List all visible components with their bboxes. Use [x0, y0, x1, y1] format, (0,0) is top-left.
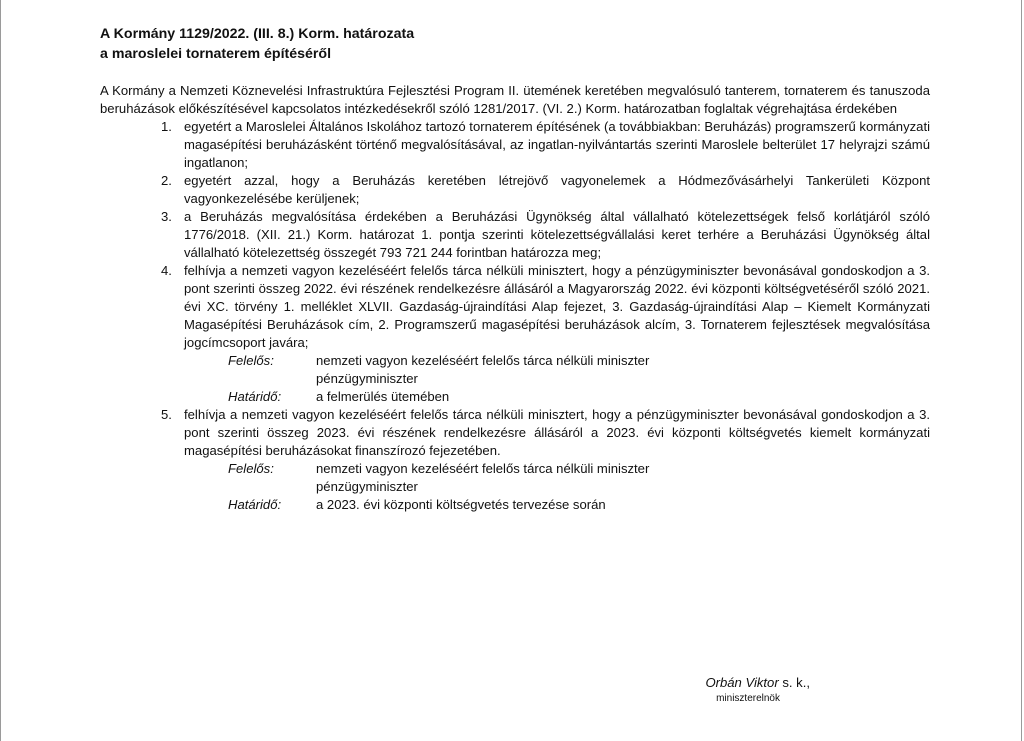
deadline-label: Határidő: [228, 389, 282, 404]
deadline-label: Határidő: [228, 497, 282, 512]
point-number: 2. [161, 173, 172, 188]
decision-points-list-continued [100, 406, 930, 460]
decision-point-5 [100, 406, 930, 460]
intro-paragraph: A Kormány a Nemzeti Köznevelési Infrastruktúra Fejlesztési Program II. ütemének keretében megvalósuló tanterem, tornaterem és tanuszoda beruházások előkészítésével kapcsolatos intézkedésekről szóló 1281/2017. (VI. 2.) Korm. határozatban foglaltak végrehajtása érdekében [100, 83, 930, 116]
point-text: felhívja a nemzeti vagyon kezeléséért felelős tárca nélküli minisztert, hogy a pénzügyminiszter bevonásával gondoskodjon a 3. pont szerinti összeg 2023. évi részének rendelkezésre állásáról a 2023. évi központi költségvetés kiemelt kormányzati magasépítési beruházásokat finanszírozó fejezetében. [184, 407, 930, 458]
deadline-value: a felmerülés ütemében [316, 389, 450, 404]
responsible-minister: nemzeti vagyon kezeléséért felelős tárca nélküli miniszter [316, 353, 650, 368]
deadline-row [100, 496, 930, 514]
signatory-suffix: s. k., [778, 675, 810, 690]
decision-point-1 [100, 118, 930, 172]
point-number: 5. [161, 407, 172, 422]
point-text: egyetért azzal, hogy a Beruházás keretében létrejövő vagyonelemek a Hódmezővásárhelyi Tankerületi Központ vagyonkezelésébe kerüljenek; [184, 173, 930, 206]
point-text: a Beruházás megvalósítása érdekében a Beruházási Ügynökség által vállalható kötelezettségek felső korlátjáról szóló 1776/2018. (XII. 21.) Korm. határozat 1. pontja szerinti kötelezettségvállalási keret terhére a Beruházási Ügynökség által vállalható kötelezettség összegét 793 721 244 forintban határozza meg; [184, 209, 930, 260]
responsible-row [100, 460, 930, 496]
signatory-role: miniszterelnök [716, 693, 780, 704]
point-number: 3. [161, 209, 172, 224]
point-text: egyetért a Maroslelei Általános Iskolához tartozó tornaterem építésének (a továbbiakban: Beruházás) programszerű kormányzati magasépítési beruházásként történő megvalósításával, az ingatlan-nyilvántartás szerinti Maroslele belterület 17 helyrajzi számú ingatlanon; [184, 119, 930, 170]
signatory [100, 674, 810, 692]
responsible-label: Felelős: [228, 353, 274, 368]
responsible-row [100, 352, 930, 388]
title-line-2: a maroslelei tornaterem építéséről [100, 46, 332, 62]
decision-point-2 [100, 172, 930, 208]
responsible-label: Felelős: [228, 461, 274, 476]
responsible-value [316, 460, 649, 496]
title-line-1: A Kormány 1129/2022. (III. 8.) Korm. határozata [100, 26, 415, 42]
document-title [100, 24, 930, 64]
deadline-row [100, 388, 930, 406]
decision-point-3 [100, 208, 930, 262]
point-number: 4. [161, 263, 172, 278]
point-text: felhívja a nemzeti vagyon kezeléséért felelős tárca nélküli minisztert, hogy a pénzügyminiszter bevonásával gondoskodjon a 3. pont szerinti összeg 2022. évi részének rendelkezésre állásáról a Magyarország 2022. évi központi költségvetéséről szóló 2021. évi XC. törvény 1. melléklet XLVII. Gazdaság-újraindítási Alap fejezet, 3. Gazdaság-újraindítási Alap – Kiemelt Kormányzati Magasépítési Beruházások cím, 2. Programszerű magasépítési beruházások alcím, 3. Tornaterem fejlesztések megvalósítása jogcímcsoport javára; [184, 263, 930, 350]
decision-points-list [100, 118, 930, 352]
point-number: 1. [161, 119, 172, 134]
responsible-finance-minister: pénzügyminiszter [316, 479, 418, 494]
signatory-name: Orbán Viktor [705, 675, 779, 690]
signature-block [100, 674, 810, 706]
responsible-minister: nemzeti vagyon kezeléséért felelős tárca nélküli miniszter [316, 461, 650, 476]
document-content [100, 24, 930, 704]
responsible-value [316, 352, 649, 388]
responsible-finance-minister: pénzügyminiszter [316, 371, 418, 386]
decision-point-4 [100, 262, 930, 352]
deadline-value: a 2023. évi központi költségvetés tervezése során [316, 497, 606, 512]
